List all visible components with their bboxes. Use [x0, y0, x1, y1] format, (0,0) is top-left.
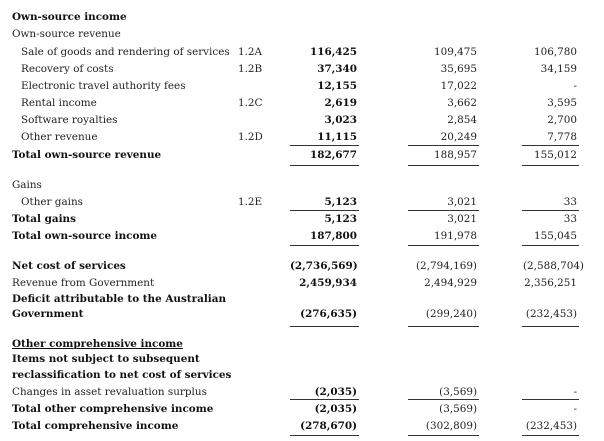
value-col2: 191,978: [434, 230, 477, 242]
value-col1: 2,619: [324, 97, 357, 109]
total-row: [0, 228, 604, 244]
value-col1: 12,155: [317, 80, 357, 92]
subtotal-rule: [522, 145, 579, 146]
row-label: Total other comprehensive income: [12, 403, 214, 415]
value-col1: (278,670): [300, 420, 357, 432]
note-ref: 1.2B: [238, 63, 263, 75]
value-col3: (232,453): [525, 420, 577, 432]
row-label: Total gains: [12, 213, 76, 225]
value-col1: 5,123: [324, 196, 357, 208]
value-col2: 2,854: [447, 114, 477, 126]
subtotal-rule: [522, 399, 579, 400]
value-col2: 20,249: [440, 131, 477, 143]
total-rule: [290, 435, 359, 436]
row-label: Deficit attributable to the Australian: [12, 293, 226, 305]
value-col2: (3,569): [439, 386, 477, 398]
value-col2: 17,022: [440, 80, 477, 92]
row-label: Revenue from Government: [12, 277, 155, 289]
value-col2: (2,794,169): [416, 260, 477, 272]
table-row: [0, 194, 604, 210]
row-label: Own-source income: [12, 11, 127, 23]
row-label: Recovery of costs: [21, 63, 114, 75]
table-row: [0, 78, 604, 94]
value-col1: 187,800: [310, 230, 357, 242]
value-col1: (2,035): [314, 386, 357, 398]
table-row: [0, 275, 604, 291]
total-row: [0, 258, 604, 274]
value-col3: (2,588,704): [523, 260, 584, 272]
subheading-gains: [0, 177, 604, 193]
row-label: reclassification to net cost of services: [12, 369, 232, 381]
table-row: [0, 384, 604, 400]
table-row: [0, 61, 604, 77]
note-ref: 1.2A: [238, 46, 263, 58]
value-col3: -: [573, 80, 577, 92]
value-col2: 3,021: [447, 196, 477, 208]
oci-items-line1: [0, 351, 604, 367]
table-row: [0, 44, 604, 60]
value-col2: 2,494,929: [424, 277, 477, 289]
subtotal-rule: [408, 145, 479, 146]
row-label: Other revenue: [21, 131, 98, 143]
value-col3: 3,595: [547, 97, 577, 109]
total-rule: [290, 165, 359, 166]
note-ref: 1.2C: [238, 97, 263, 109]
value-col1: 5,123: [324, 213, 357, 225]
total-rule: [522, 435, 579, 436]
value-col3: 106,780: [534, 46, 577, 58]
value-col3: 7,778: [547, 131, 577, 143]
table-row: [0, 95, 604, 111]
table-row: [0, 112, 604, 128]
value-col2: 35,695: [440, 63, 477, 75]
subtotal-rule: [290, 399, 359, 400]
value-col1: 182,677: [310, 149, 357, 161]
value-col1: (2,035): [314, 403, 357, 415]
row-label: Software royalties: [21, 114, 118, 126]
total-row: [0, 401, 604, 417]
row-label: Gains: [12, 179, 42, 191]
value-col3: (232,453): [525, 308, 577, 320]
row-label: Items not subject to subsequent: [12, 353, 200, 365]
subheading-oci: [0, 336, 604, 352]
value-col1: 37,340: [317, 63, 357, 75]
total-rule: [408, 326, 479, 327]
value-col3: 34,159: [540, 63, 577, 75]
value-col3: 2,356,251: [524, 277, 577, 289]
row-label: Sale of goods and rendering of services: [21, 46, 230, 58]
total-rule: [408, 245, 479, 246]
row-label: Other comprehensive income: [12, 338, 183, 350]
total-rule: [408, 165, 479, 166]
note-ref: 1.2E: [238, 196, 263, 208]
subtotal-rule: [408, 399, 479, 400]
value-col2: 3,021: [447, 213, 477, 225]
value-col2: 109,475: [434, 46, 477, 58]
value-col3: 33: [563, 196, 577, 208]
value-col3: -: [573, 403, 577, 415]
row-label: Own-source revenue: [12, 28, 121, 40]
value-col1: (2,736,569): [290, 260, 358, 272]
value-col3: 155,045: [534, 230, 577, 242]
row-label: Total comprehensive income: [12, 420, 179, 432]
total-rule: [290, 326, 359, 327]
value-col3: 155,012: [534, 149, 577, 161]
table-row: [0, 129, 604, 145]
value-col2: 3,662: [447, 97, 477, 109]
row-label: Changes in asset revaluation surplus: [12, 386, 207, 398]
value-col3: -: [573, 386, 577, 398]
total-row: [0, 147, 604, 163]
total-row: [0, 418, 604, 434]
value-col2: (3,569): [439, 403, 477, 415]
row-label: Net cost of services: [12, 260, 126, 272]
value-col1: 116,425: [310, 46, 357, 58]
value-col2: (299,240): [425, 308, 477, 320]
total-rule: [522, 165, 579, 166]
total-row: [0, 306, 604, 322]
subheading-own-source-revenue: [0, 26, 604, 42]
row-label: Rental income: [21, 97, 97, 109]
deficit-label-line1: [0, 291, 604, 307]
subtotal-rule: [290, 145, 359, 146]
value-col3: 33: [563, 213, 577, 225]
row-label: Government: [12, 308, 84, 320]
value-col1: 3,023: [324, 114, 357, 126]
value-col1: 11,115: [317, 131, 357, 143]
row-label: Total own-source income: [12, 230, 158, 242]
oci-items-line2: [0, 367, 604, 383]
section-heading-own-source-income: [0, 9, 604, 25]
value-col2: 188,957: [434, 149, 477, 161]
row-label: Total own-source revenue: [12, 149, 162, 161]
value-col1: 2,459,934: [299, 277, 357, 289]
value-col1: (276,635): [300, 308, 357, 320]
total-rule: [522, 245, 579, 246]
total-rule: [290, 245, 359, 246]
note-ref: 1.2D: [238, 131, 263, 143]
row-label: Other gains: [21, 196, 83, 208]
total-rule: [522, 326, 579, 327]
total-rule: [408, 435, 479, 436]
value-col3: 2,700: [547, 114, 577, 126]
value-col2: (302,809): [425, 420, 477, 432]
row-label: Electronic travel authority fees: [21, 80, 186, 92]
total-row: [0, 211, 604, 227]
